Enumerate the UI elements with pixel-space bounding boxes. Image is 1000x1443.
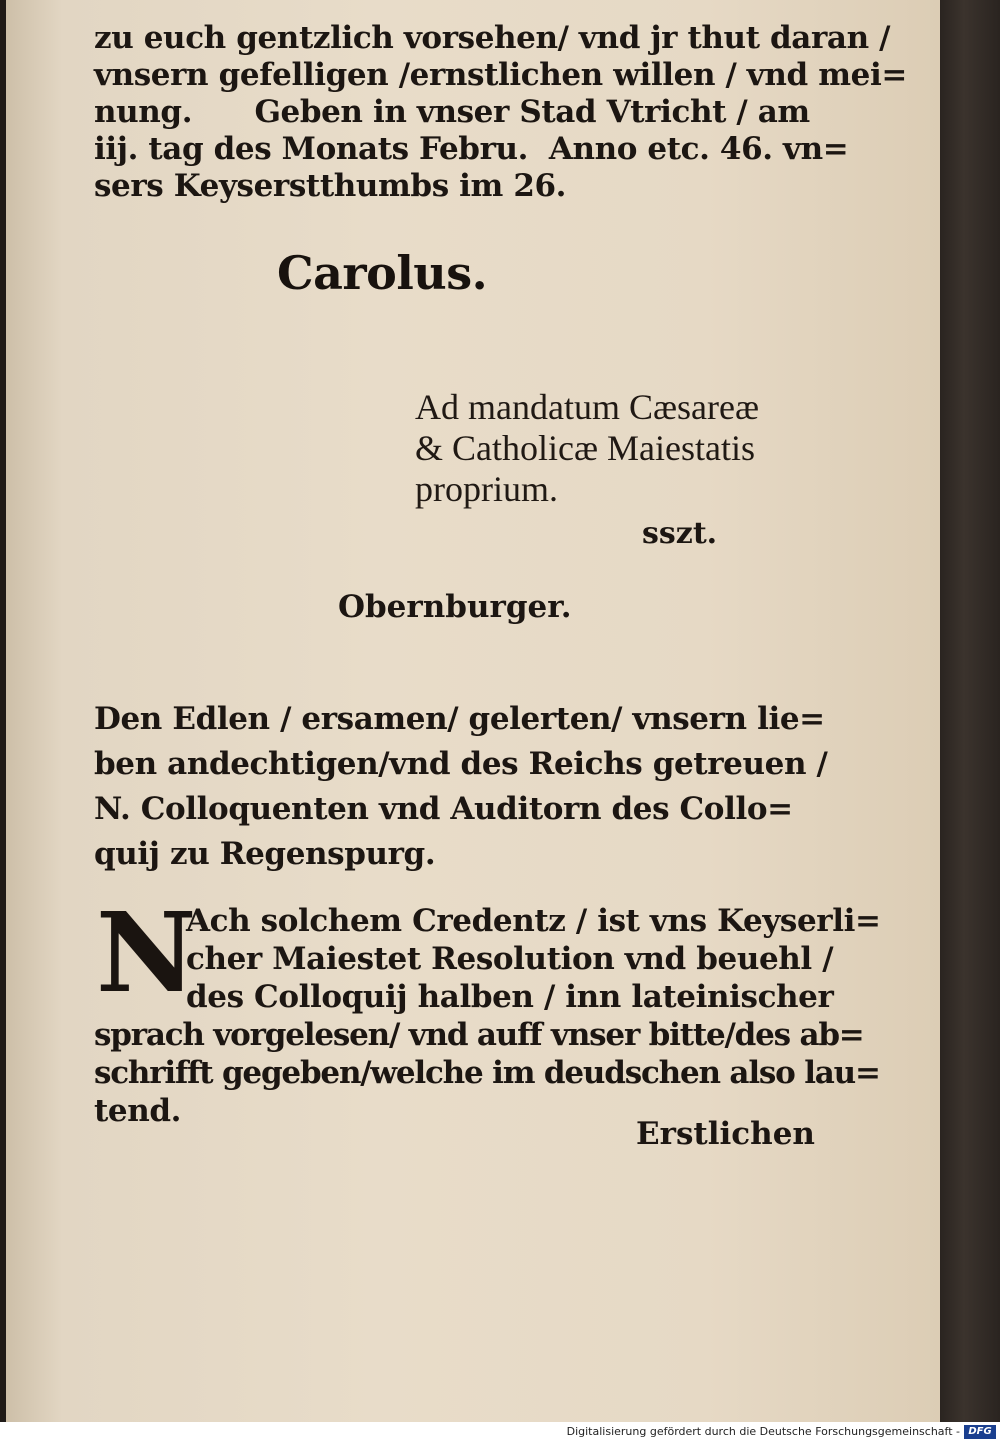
signature-carolus: Carolus. [277, 246, 488, 300]
catchword: Erstlichen [636, 1116, 815, 1152]
text-line: zu euch gentzlich vorsehen/ vnd jr thut daran / [94, 20, 891, 56]
text-line: sers Keyserstthumbs im 26. [94, 168, 567, 204]
text-line: cher Maiestet Resolution vnd beuehl / [186, 941, 834, 977]
text-line: nung. Geben in vnser Stad Vtricht / am [94, 94, 810, 130]
text-line: ben andechtigen/vnd des Reichs getreuen / [94, 746, 828, 782]
footer-credit: Digitalisierung gefördert durch die Deutsche Forschungsgemeinschaft - [566, 1425, 960, 1438]
text-line: Ad mandatum Cæsareæ [415, 387, 759, 427]
paragraph-address [94, 697, 827, 877]
text-line: tend. [94, 1093, 182, 1129]
countersign: sszt. [642, 516, 718, 551]
text-line: quij zu Regenspurg. [94, 836, 436, 872]
secretary-name: Obernburger. [338, 589, 572, 625]
book-edge [940, 0, 1000, 1422]
text-line: proprium. [415, 469, 558, 509]
drop-capital: N [96, 888, 197, 1017]
text-line: vnsern gefelligen /ernstlichen willen / vnd mei= [94, 57, 907, 93]
text-line: & Catholicæ Maiestatis [415, 428, 755, 468]
dfg-logo-icon: DFG [964, 1425, 996, 1439]
text-line: iij. tag des Monats Febru. Anno etc. 46. vn= [94, 131, 849, 167]
text-line: N. Colloquenten vnd Auditorn des Collo= [94, 791, 793, 827]
text-line: sprach vorgelesen/ vnd auff vnser bitte/des ab= [94, 1017, 864, 1053]
text-line: Ach solchem Credentz / ist vns Keyserli= [186, 903, 881, 939]
paragraph-resolution [94, 902, 881, 1130]
latin-mandate [415, 387, 759, 510]
footer-bar [0, 1422, 1000, 1443]
text-line: des Colloquij halben / inn lateinischer [186, 979, 834, 1015]
text-line: Den Edlen / ersamen/ gelerten/ vnsern lie= [94, 701, 825, 737]
text-line: schrifft gegeben/welche im deudschen also lau= [94, 1055, 880, 1091]
paragraph-closing-letter [94, 20, 907, 205]
